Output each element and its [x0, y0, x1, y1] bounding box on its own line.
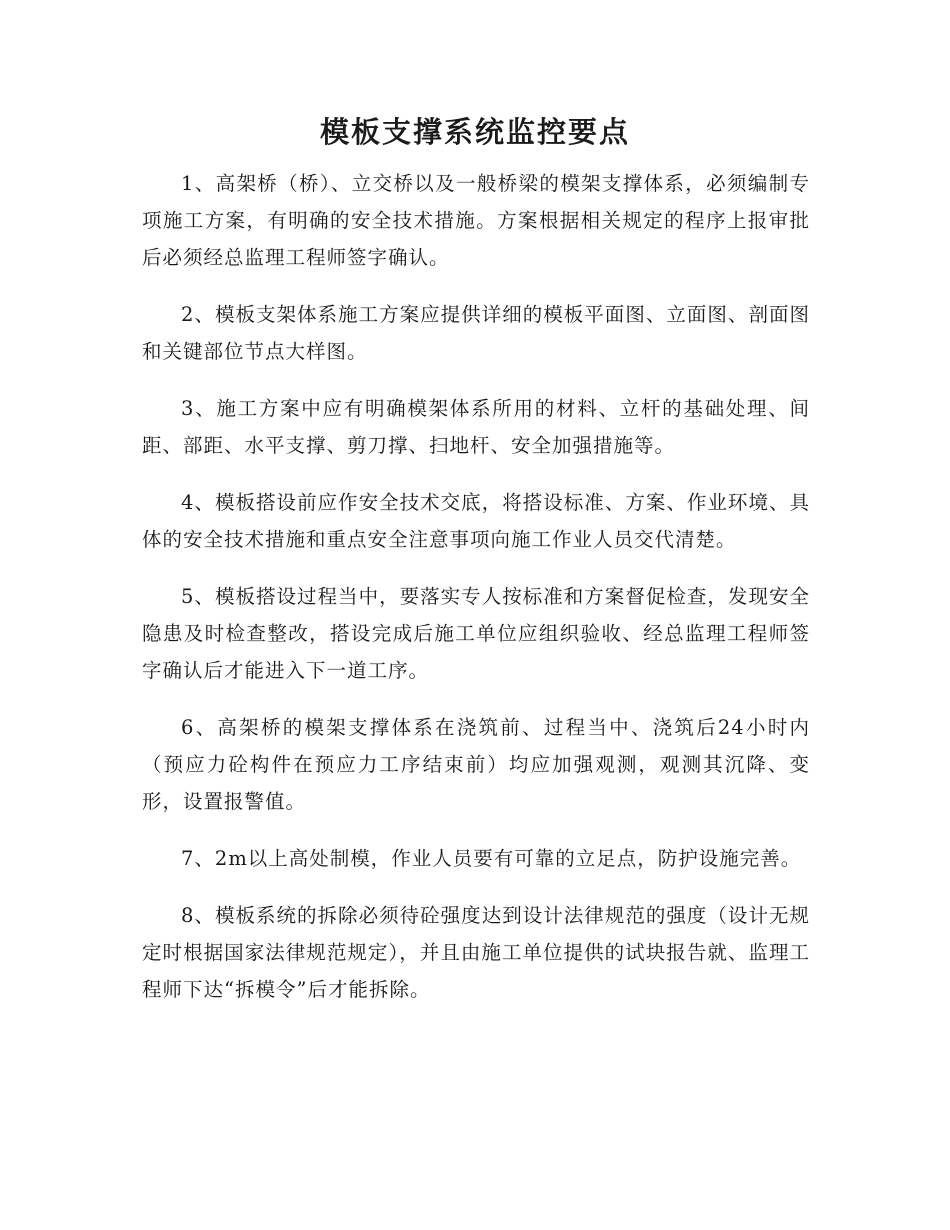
paragraph-5: 5、模板搭设过程当中，要落实专人按标准和方案督促检查，发现安全隐患及时检查整改，搭设完成后施工单位应组织验收、经总监理工程师签字确认后才能进入下一道工序。 — [142, 585, 810, 682]
paragraph-3: 3、施工方案中应有明确模架体系所用的材料、立杆的基础处理、间距、部距、水平支撑、剪刀撑、扫地杆、安全加强措施等。 — [142, 397, 810, 457]
paragraph-4: 4、模板搭设前应作安全技术交底，将搭设标准、方案、作业环境、具体的安全技术措施和重点安全注意事项向施工作业人员交代清楚。 — [142, 491, 810, 551]
paragraph-6: 6、高架桥的模架支撑体系在浇筑前、过程当中、浇筑后24小时内（预应力砼构件在预应力工序结束前）均应加强观测，观测其沉降、变形，设置报警值。 — [142, 716, 810, 813]
paragraph-8: 8、模板系统的拆除必须待砼强度达到设计法律规范的强度（设计无规定时根据国家法律规范规定），并且由施工单位提供的试块报告就、监理工程师下达“拆模令”后才能拆除。 — [142, 904, 810, 1001]
paragraph-2: 2、模板支架体系施工方案应提供详细的模板平面图、立面图、剖面图和关键部位节点大样图。 — [142, 303, 810, 363]
document-body — [142, 165, 810, 1008]
paragraph-7: 7、2m以上高处制模，作业人员要有可靠的立足点，防护设施完善。 — [181, 847, 802, 870]
document-title: 模板支撑系统监控要点 — [319, 115, 630, 149]
paragraph-1: 1、高架桥（桥）、立交桥以及一般桥梁的模架支撑体系，必须编制专项施工方案，有明确的安全技术措施。方案根据相关规定的程序上报审批后必须经总监理工程师签字确认。 — [142, 172, 810, 269]
